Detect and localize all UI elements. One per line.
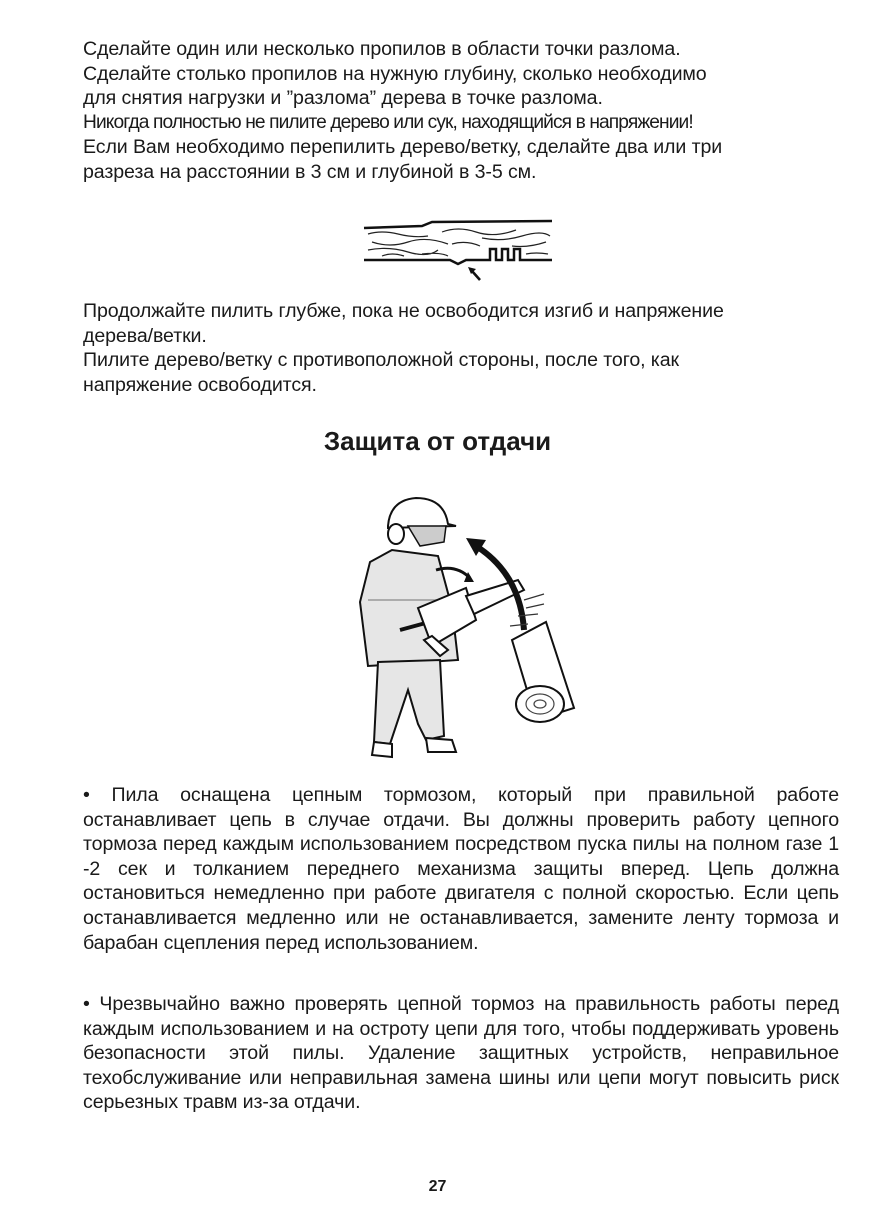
chain-brake-bullet: [83, 783, 839, 955]
text-line: напряжение освободится.: [83, 373, 317, 396]
log-relief-cuts-figure: [362, 216, 554, 284]
section-heading: Защита от отдачи: [323, 426, 552, 456]
bullet-text: • Чрезвычайно важно проверять цепной тормоз на правильность работы перед каждым использованием и на остроту цепи для того, чтобы поддерживать уровень безопасности этой пилы. Удаление защитных устройств, неправильное техобслуживание или неправильная замена шины или цепи могут повысить риск серьезных травм из-за отдачи.: [83, 993, 839, 1114]
continue-cutting-instructions: [83, 299, 839, 397]
text-line: Сделайте столько пропилов на нужную глубину, сколько необходимо: [83, 62, 707, 85]
text-line: дерева/ветки.: [83, 324, 207, 347]
relief-cut-instructions: [83, 37, 839, 185]
text-line: Продолжайте пилить глубже, пока не освободится изгиб и напряжение: [83, 300, 724, 322]
text-line: Сделайте один или несколько пропилов в области точки разлома.: [83, 38, 681, 60]
warning-line: Никогда полностью не пилите дерево или сук, находящийся в напряжении!: [83, 111, 693, 133]
bullet-text: • Пила оснащена цепным тормозом, который при правильной работе останавливает цепь в случае отдачи. Вы должны проверить работу цепного тормоза перед каждым использованием посредством пуска пилы на полном газе 1 -2 сек и толканием переднего механизма защиты вперед. Цепь должна остановиться немедленно при работе двигателя с полной скоростью. Если цепь останавливается медленно или не останавливается, замените ленту тормоза и барабан сцепления перед использованием.: [83, 784, 839, 954]
kickback-operator-illustration: [348, 490, 578, 765]
inspection-bullet: [83, 992, 839, 1115]
page-number: 27: [428, 1178, 447, 1195]
text-line: Пилите дерево/ветку с противоположной стороны, после того, как: [83, 349, 679, 372]
text-line: для снятия нагрузки и ”разлома” дерева в точке разлома.: [83, 87, 603, 110]
text-line: Если Вам необходимо перепилить дерево/ветку, сделайте два или три: [83, 136, 723, 159]
text-line: разреза на расстоянии в 3 см и глубиной в 3-5 см.: [83, 160, 537, 183]
